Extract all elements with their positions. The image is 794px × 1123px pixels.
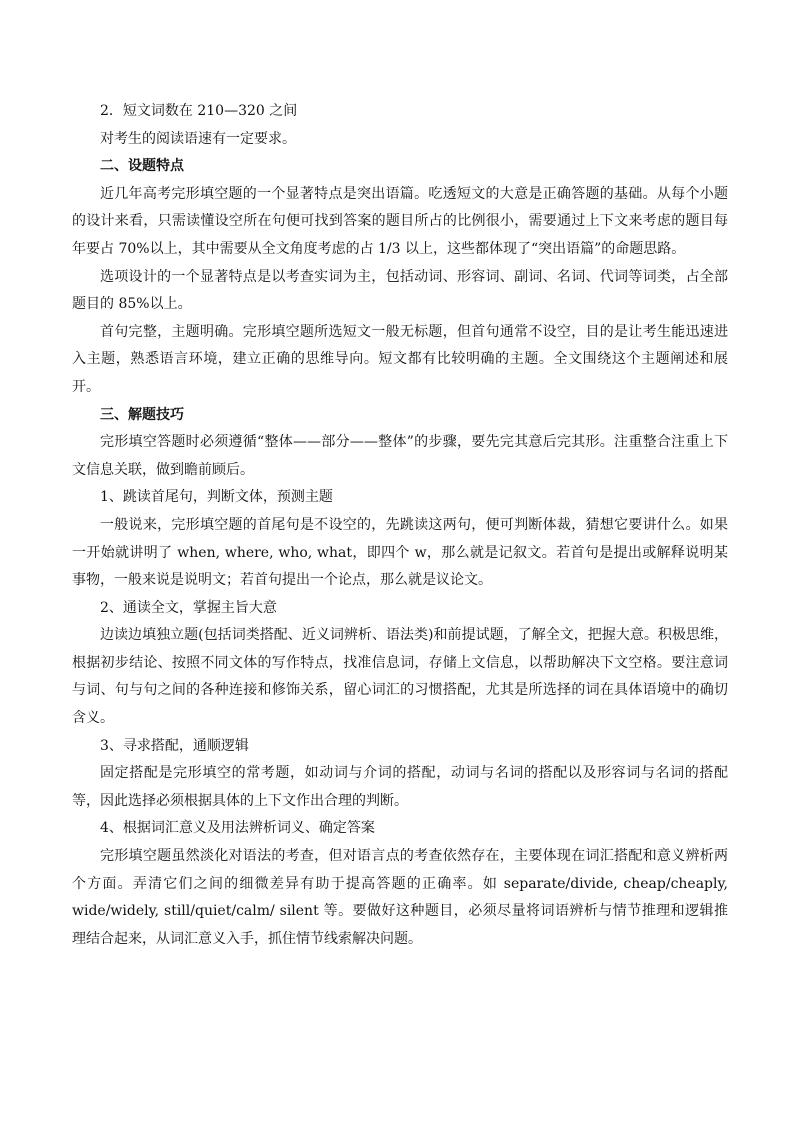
section-heading-solving-tips: 三、解题技巧 (100, 406, 184, 423)
paragraph-tip-3: 固定搭配是完形填空的常考题，如动词与介词的搭配，动词与名词的搭配以及形容词与名词的搭配等，因此选择必须根据具体的上下文作出合理的判断。 (72, 765, 728, 809)
tip-heading-4: 4、根据词汇意义及用法辨析词义、确定答案 (100, 820, 375, 837)
tip-heading-3: 3、寻求搭配，通顺逻辑 (100, 737, 249, 754)
paragraph-first-sentence: 首句完整，主题明确。完形填空题所选短文一般无标题，但首句通常不设空，目的是让考生能迅速进入主题，熟悉语言环境，建立正确的思维导向。短文都有比较明确的主题。全文围绕这个主题阐述和展开。 (72, 323, 728, 395)
tip-heading-2: 2、通读全文，掌握主旨大意 (100, 599, 277, 616)
paragraph-whole-part-whole: 完形填空答题时必须遵循“整体——部分——整体”的步骤，要先完其意后完其形。注重整合注重上下文信息关联，做到瞻前顾后。 (72, 434, 728, 478)
paragraph-discourse-focus: 近几年高考完形填空题的一个显著特点是突出语篇。吃透短文的大意是正确答题的基础。从每个小题的设计来看，只需读懂设空所在句便可找到答案的题目所占的比例很小，需要通过上下文来考虑的题目每年要占 70%以上，其中需要从全文角度考虑的占 1/3 以上，这些都体现了“突出语篇”的命题思路。 (72, 185, 728, 257)
paragraph-tip-4: 完形填空题虽然淡化对语法的考查，但对语言点的考查依然存在，主要体现在词汇搭配和意义辨析两个方面。弄清它们之间的细微差异有助于提高答题的正确率。如 separate/divide, cheap/cheaply, wide/widely, still/quiet/calm/ silent 等。要做好这种题目，必须尽量将词语辨析与情节推理和逻辑推理结合起来，从词汇意义入手，抓住情节线索解决问题。 (72, 848, 728, 947)
point-word-count: 2．短文词数在 210—320 之间 (100, 103, 298, 119)
tip-heading-1: 1、跳读首尾句，判断文体，预测主题 (100, 489, 333, 506)
paragraph-option-design: 选项设计的一个显著特点是以考查实词为主，包括动词、形容词、副词、名词、代词等词类，占全部题目的 85%以上。 (72, 268, 728, 313)
document-page (72, 98, 728, 953)
paragraph-reading-speed: 对考生的阅读语速有一定要求。 (100, 130, 296, 147)
section-heading-question-features: 二、设题特点 (100, 158, 184, 175)
paragraph-tip-1: 一般说来，完形填空题的首尾句是不设空的，先跳读这两句，便可判断体裁，猜想它要讲什么。如果一开始就讲明了 when, where, who, what，即四个 w，那么就是记叙文。若首句是提出或解释说明某事物，一般来说是说明文；若首句提出一个论点，那么就是议论文。 (72, 516, 728, 589)
paragraph-tip-2: 边读边填独立题(包括词类搭配、近义词辨析、语法类)和前提试题，了解全文，把握大意。积极思维，根据初步结论、按照不同文体的写作特点，找准信息词，存储上文信息，以帮助解决下文空格。要注意词与词、句与句之间的各种连接和修饰关系，留心词汇的习惯搭配，尤其是所选择的词在具体语境中的确切含义。 (72, 627, 728, 727)
